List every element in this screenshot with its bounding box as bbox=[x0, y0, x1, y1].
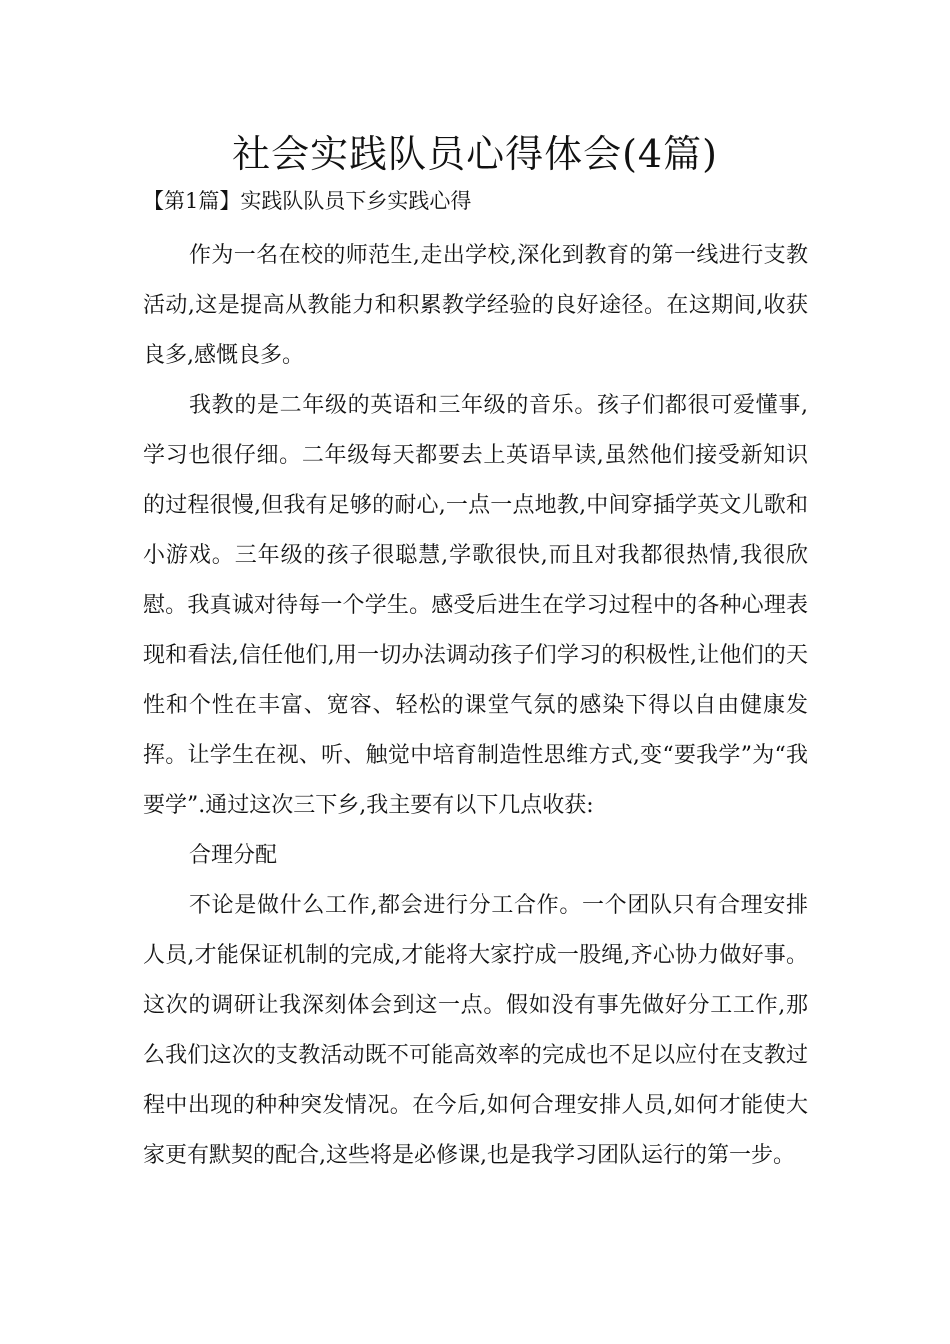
document-body bbox=[143, 231, 808, 1181]
paragraph-1: 作为一名在校的师范生,走出学校,深化到教育的第一线进行支教活动,这是提高从教能力和积累教学经验的良好途径。在这期间,收获良多,感慨良多。 bbox=[143, 243, 808, 368]
paragraph-2: 我教的是二年级的英语和三年级的音乐。孩子们都很可爱懂事,学习也很仔细。二年级每天都要去上英语早读,虽然他们接受新知识的过程很慢,但我有足够的耐心,一点一点地教,中间穿插学英文儿歌和小游戏。三年级的孩子很聪慧,学歌很快,而且对我都很热情,我很欣慰。我真诚对待每一个学生。感受后进生在学习过程中的各种心理表现和看法,信任他们,用一切办法调动孩子们学习的积极性,让他们的天性和个性在丰富、宽容、轻松的课堂气氛的感染下得以自由健康发挥。让学生在视、听、触觉中培育制造性思维方式,变“要我学”为“我要学”.通过这次三下乡,我主要有以下几点收获: bbox=[143, 393, 808, 818]
section-heading: 【第1篇】实践队队员下乡实践心得 bbox=[143, 189, 472, 213]
subheading-reasonable-allocation: 合理分配 bbox=[189, 843, 278, 868]
paragraph-3: 不论是做什么工作,都会进行分工合作。一个团队只有合理安排人员,才能保证机制的完成,才能将大家拧成一股绳,齐心协力做好事。这次的调研让我深刻体会到这一点。假如没有事先做好分工工作,那么我们这次的支教活动既不可能高效率的完成也不足以应付在支教过程中出现的种种突发情况。在今后,如何合理安排人员,如何才能使大家更有默契的配合,这些将是必修课,也是我学习团队运行的第一步。 bbox=[143, 893, 808, 1168]
document-title: 社会实践队员心得体会(4篇) bbox=[232, 132, 718, 176]
